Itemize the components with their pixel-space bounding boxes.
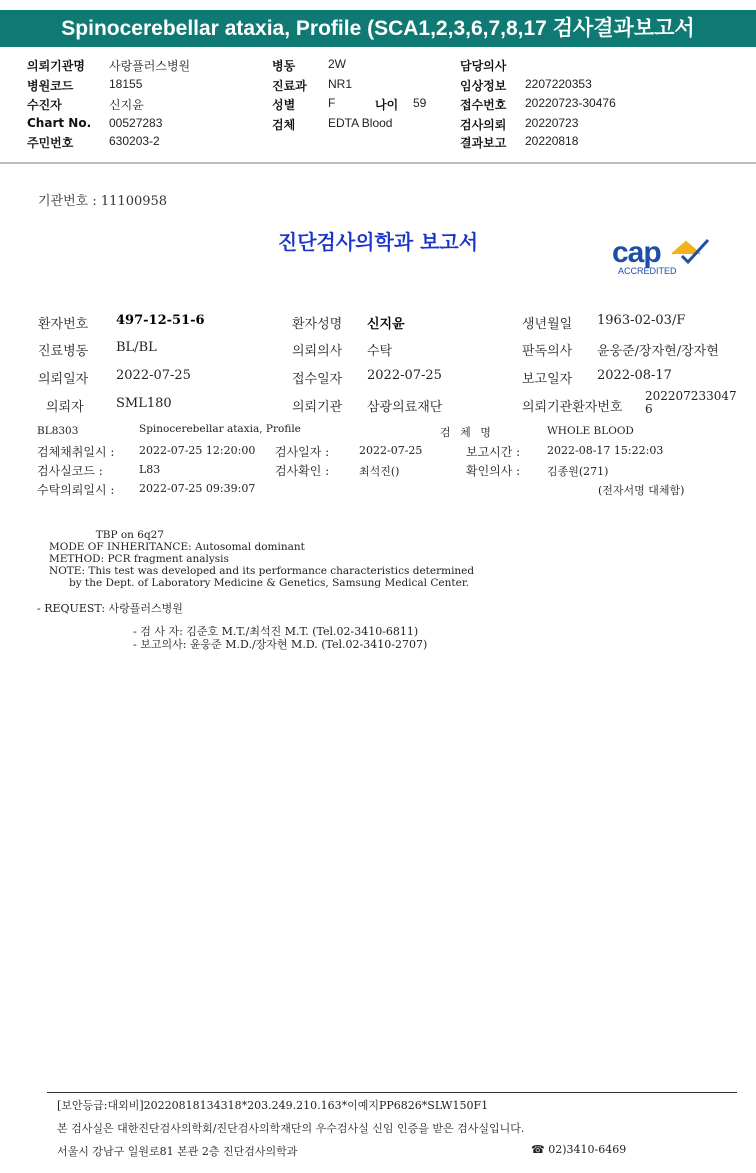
report-value: 20220818 [525, 134, 579, 148]
report-time-label: 보고시간 : [466, 445, 521, 459]
chart-value: 00527283 [109, 116, 163, 130]
doctor-label: 담당의사 [460, 59, 507, 73]
confirm-doctor-label: 확인의사 : [466, 464, 521, 478]
grid-label-1-4: 판독의사 [522, 344, 573, 359]
cap-accredited-logo: cap ACCREDITED [608, 236, 712, 280]
grid-label-2-0: 의뢰일자 [38, 372, 89, 387]
resident-label: 주민번호 [27, 136, 74, 150]
address: 서울시 강남구 일원로81 본관 2층 진단검사의학과 [57, 1145, 298, 1158]
grid-label-2-4: 보고일자 [522, 372, 573, 387]
confirm-doctor-value: 김종원(271) [547, 465, 609, 478]
hospital-code-value: 18155 [109, 77, 143, 91]
grid-value-1-3: 수탁 [367, 344, 393, 359]
patient-value: 신지윤 [109, 98, 144, 112]
grid-label-1-2: 의뢰의사 [292, 344, 343, 359]
grid-value-2-5: 2022-08-17 [597, 368, 672, 383]
specimen-value: EDTA Blood [328, 116, 393, 130]
phone: ☎ 02)3410-6469 [531, 1143, 627, 1156]
certification-note: 본 검사실은 대한진단검사의학회/진단검사의학재단의 우수검사실 신임 인증을 받은 검사실입니다. [57, 1122, 525, 1135]
grid-value-0-3: 신지윤 [367, 317, 405, 332]
sex-label: 성별 [272, 98, 296, 112]
grid-value-0-1: 497-12-51-6 [116, 313, 205, 328]
specimen-name-value: WHOLE BLOOD [547, 425, 634, 437]
staff-tester: - 검 사 자: 김준호 M.T./최석진 M.T. (Tel.02-3410-6811) [133, 625, 419, 638]
info-institution: 의뢰기관명 [27, 59, 85, 73]
resident-value: 630203-2 [109, 134, 160, 148]
grid-value-3-1: SML180 [116, 396, 172, 411]
grid-label-0-4: 생년월일 [522, 317, 573, 332]
patient-label: 수진자 [27, 98, 62, 112]
test-name: Spinocerebellar ataxia, Profile [139, 423, 301, 435]
confirm-label: 검사확인 : [275, 464, 330, 478]
request-label: 검사의뢰 [460, 118, 507, 132]
clinical-value: 2207220353 [525, 77, 592, 91]
clinical-label: 임상정보 [460, 79, 507, 93]
test-date-label: 검사일자 : [275, 445, 330, 459]
room-value: L83 [139, 463, 161, 476]
grid-label-0-2: 환자성명 [292, 317, 343, 332]
test-code: BL8303 [37, 425, 79, 437]
age-value: 59 [413, 96, 427, 110]
ward-label: 병동 [272, 59, 296, 73]
grid-label-3-4: 의뢰기관환자번호 [522, 400, 623, 415]
dept-label: 진료과 [272, 79, 307, 93]
staff-list [133, 625, 427, 651]
test-notes: TBP on 6q27 MODE OF INHERITANCE: Autosomal dominant METHOD: PCR fragment analysis NOTE: This test was developed and its performance characteristics determined by the Dept. of Laboratory Medicine & Genetics, Samsung Medical Center. [49, 529, 475, 589]
sex-value: F [328, 96, 336, 110]
staff-reporter: - 보고의사: 윤웅준 M.D./장자현 M.D. (Tel.02-3410-2707) [133, 638, 428, 651]
org-number: 기관번호 : 11100958 [38, 194, 168, 209]
hospital-code-label: 병원코드 [27, 79, 74, 93]
esign-note: (전자서명 대체함) [598, 484, 685, 497]
specimen-name-label: 검 체 명 [440, 426, 491, 439]
report-header-title: Spinocerebellar ataxia, Profile (SCA1,2,3,6,7,8,17 검사결과보고서 [0, 10, 756, 47]
grid-value-3-3: 삼광의료재단 [367, 400, 443, 415]
security-line: [보안등급:대외비]20220818134318*203.249.210.163*이예지PP6826*SLW150F1 [57, 1099, 489, 1112]
request-line: - REQUEST: 사랑플러스병원 [37, 602, 183, 615]
order-label: 수탁의뢰일시 : [37, 483, 115, 497]
grid-value-0-5: 1963-02-03/F [597, 313, 686, 328]
grid-value-2-3: 2022-07-25 [367, 368, 442, 383]
grid-label-3-0: 의뢰자 [46, 400, 84, 415]
collect-label: 검체채취일시 : [37, 445, 115, 459]
receipt-label: 접수번호 [460, 98, 507, 112]
confirm-value: 최석진() [359, 465, 400, 478]
grid-value-2-1: 2022-07-25 [116, 368, 191, 383]
header-divider [0, 162, 756, 164]
age-label: 나이 [375, 98, 399, 112]
specimen-label: 검체 [272, 118, 296, 132]
collect-value: 2022-07-25 12:20:00 [139, 444, 256, 457]
request-value: 20220723 [525, 116, 579, 130]
dept-value: NR1 [328, 77, 353, 91]
grid-label-0-0: 환자번호 [38, 317, 89, 332]
grid-label-3-2: 의뢰기관 [292, 400, 343, 415]
report-label: 결과보고 [460, 136, 507, 150]
chart-label: Chart No. [27, 116, 92, 130]
grid-value-1-1: BL/BL [116, 340, 157, 355]
ref-patient-number: 202207233047 6 [645, 389, 737, 416]
grid-label-1-0: 진료병동 [38, 344, 89, 359]
order-value: 2022-07-25 09:39:07 [139, 482, 256, 495]
footer-divider [47, 1092, 737, 1093]
grid-label-2-2: 접수일자 [292, 372, 343, 387]
report-time-value: 2022-08-17 15:22:03 [547, 444, 664, 457]
test-date-value: 2022-07-25 [359, 444, 423, 457]
phone-icon: ☎ [531, 1143, 545, 1156]
ward-value: 2W [328, 57, 346, 71]
receipt-value: 20220723-30476 [525, 96, 616, 110]
institution-value: 사랑플러스병원 [109, 59, 191, 73]
grid-value-1-5: 윤웅준/장자현/장자현 [597, 344, 719, 359]
report-title: 진단검사의학과 보고서 [277, 230, 479, 254]
room-label: 검사실코드 : [37, 464, 103, 478]
